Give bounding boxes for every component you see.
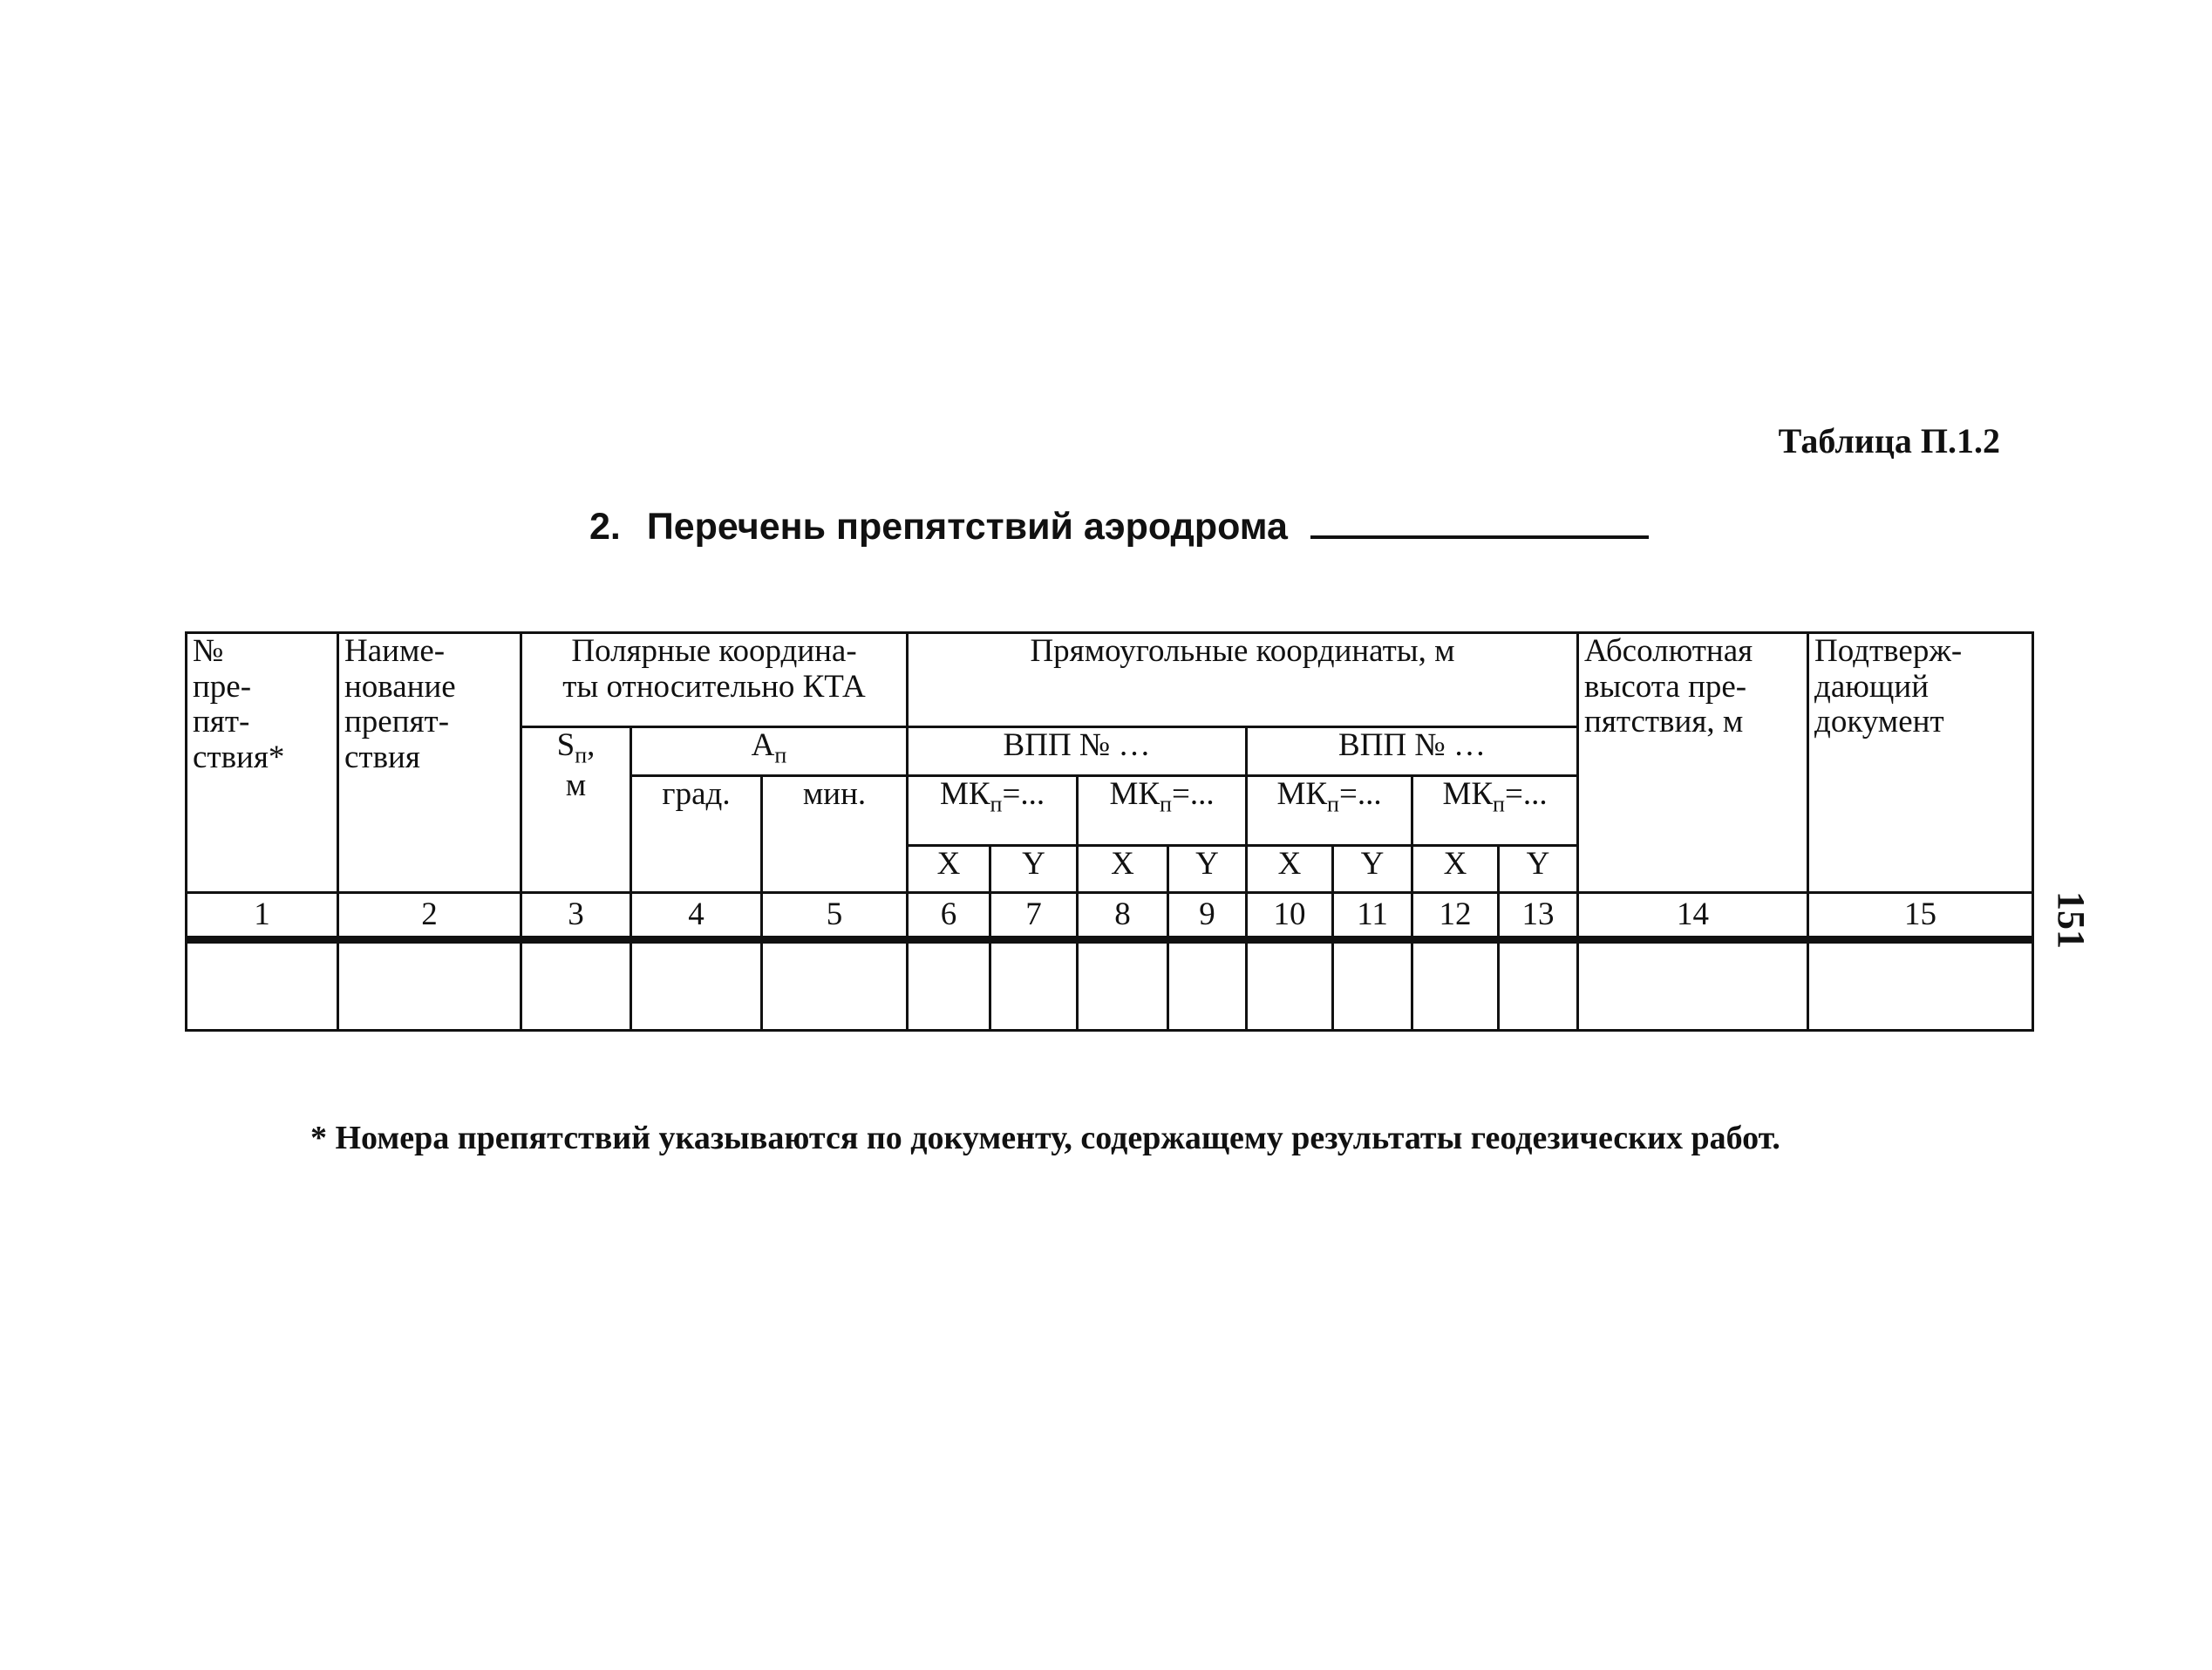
document-heading [589, 502, 1649, 549]
header-x: X [1412, 846, 1499, 893]
table-cell [187, 940, 338, 1031]
table-cell [1578, 940, 1808, 1031]
s-symbol: S [556, 727, 575, 763]
table-cell [1168, 940, 1247, 1031]
table-cell [338, 940, 521, 1031]
heading-text: Перечень препятствий аэродрома [646, 506, 1288, 548]
table-reference: Таблица П.1.2 [1778, 421, 2000, 460]
header-mk-4: $МК_п=$... [1412, 776, 1578, 846]
header-y: Y [1168, 846, 1247, 893]
header-runway-2: ВПП № … [1247, 727, 1578, 776]
header-distance-s [521, 727, 631, 893]
header-polar-coordinates: Полярные координа- ты относительно КТА [521, 633, 908, 727]
column-number-row [187, 893, 2033, 940]
column-number: 9 [1168, 893, 1247, 940]
column-number: 4 [631, 893, 762, 940]
table-cell [762, 940, 908, 1031]
header-x: X [1247, 846, 1333, 893]
table-cell [908, 940, 990, 1031]
column-number: 3 [521, 893, 631, 940]
column-number: 10 [1247, 893, 1333, 940]
header-azimuth-a [631, 727, 908, 776]
header-x: X [1078, 846, 1168, 893]
table-cell [990, 940, 1078, 1031]
column-number: 2 [338, 893, 521, 940]
a-symbol: A [751, 727, 775, 763]
header-row-1 [187, 633, 2033, 727]
table-cell [1412, 940, 1499, 1031]
header-y: Y [990, 846, 1078, 893]
table-cell [1078, 940, 1168, 1031]
header-absolute-altitude: Абсолютная высота пре- пятствия, м [1578, 633, 1808, 893]
column-number: 5 [762, 893, 908, 940]
column-number: 8 [1078, 893, 1168, 940]
column-number: 13 [1499, 893, 1578, 940]
header-rectangular-coordinates: Прямоугольные координаты, м [908, 633, 1578, 727]
table-row [187, 940, 2033, 1031]
header-obstacle-name: Наиме- нование препят- ствия [338, 633, 521, 893]
header-x: X [908, 846, 990, 893]
column-number: 7 [990, 893, 1078, 940]
header-minutes: мин. [762, 776, 908, 893]
header-degrees: град. [631, 776, 762, 893]
obstacles-table-frame [185, 631, 2032, 1029]
header-y: Y [1499, 846, 1578, 893]
aerodrome-name-blank-line [1310, 502, 1649, 539]
s-unit: , м [565, 727, 596, 803]
column-number: 1 [187, 893, 338, 940]
footnote: * Номера препятствий указываются по документу, содержащему результаты геодезических работ. [310, 1120, 1780, 1156]
table-cell [1333, 940, 1412, 1031]
header-mk-3: $МК_п=$... [1247, 776, 1412, 846]
header-confirming-document: Подтверж- дающий документ [1808, 633, 2033, 893]
header-runway-1: ВПП № … [908, 727, 1247, 776]
table-cell [1808, 940, 2033, 1031]
column-number: 11 [1333, 893, 1412, 940]
table-cell [521, 940, 631, 1031]
header-mk-1: $МК_п=$... [908, 776, 1078, 846]
column-number: 12 [1412, 893, 1499, 940]
column-number: 15 [1808, 893, 2033, 940]
s-subscript: п [575, 742, 588, 768]
header-obstacle-no: № пре- пят- ствия* [187, 633, 338, 893]
table-cell [1499, 940, 1578, 1031]
obstacles-table [185, 631, 2034, 1032]
page-number: 151 [2050, 891, 2093, 949]
column-number: 14 [1578, 893, 1808, 940]
table-cell [1247, 940, 1333, 1031]
table-cell [631, 940, 762, 1031]
a-subscript: п [774, 742, 787, 768]
header-y: Y [1333, 846, 1412, 893]
heading-number: 2. [589, 506, 621, 548]
column-number: 6 [908, 893, 990, 940]
header-mk-2: $МК_п=$... [1078, 776, 1247, 846]
